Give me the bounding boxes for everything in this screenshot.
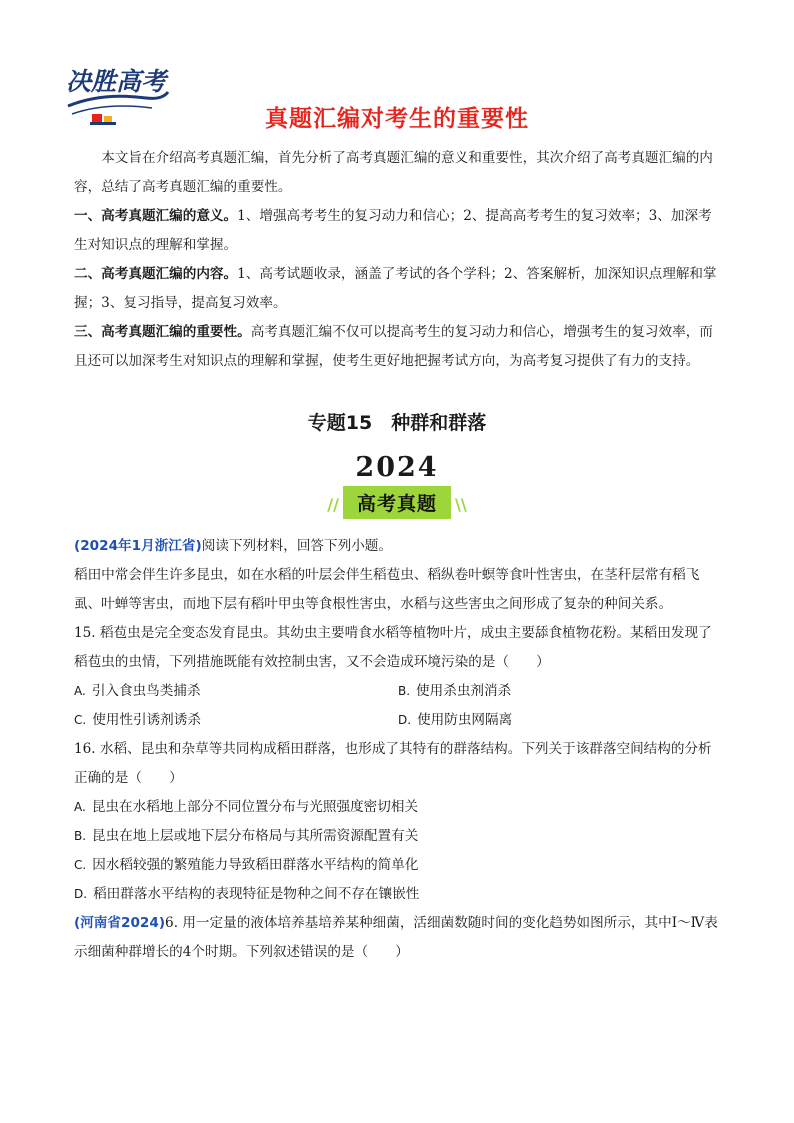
q15-option-b: B. 使用杀虫剂消杀 xyxy=(398,683,512,699)
page-title: 真题汇编对考生的重要性 xyxy=(265,106,529,132)
section-2-text: 1、高考试题收录，涵盖了考试的各个学科；2、答案解析，加深知识点理解和掌握；3、复习指导，提高复习效率。 xyxy=(74,266,717,311)
questions-block xyxy=(74,532,722,967)
q15-option-d: D. 使用防虫网隔离 xyxy=(398,712,513,728)
q15-options xyxy=(74,677,722,735)
slash-decoration-right: \\ xyxy=(455,495,467,514)
section-3-text: 高考真题汇编不仅可以提高考生的复习动力和信心，增强考生的复习效率，而且还可以加深考生对知识点的理解和掌握，使考生更好地把握考试方向，为高考复习提供了有力的支持。 xyxy=(74,324,713,369)
q15-option-c: C. 使用性引诱剂诱杀 xyxy=(74,712,201,728)
q16-option-d: D. 稻田群落水平结构的表现特征是物种之间不存在镶嵌性 xyxy=(74,886,420,902)
q16-option-a: A. 昆虫在水稻地上部分不同位置分布与光照强度密切相关 xyxy=(74,799,419,815)
exam-badge: 高考真题 xyxy=(343,486,451,519)
badge-row xyxy=(0,486,794,519)
q1-lead: 阅读下列材料，回答下列小题。 xyxy=(201,538,392,554)
q16-stem: 16. 水稻、昆虫和杂草等共同构成稻田群落，也形成了其特有的群落结构。下列关于该群落空间结构的分析正确的是（ ） xyxy=(74,741,712,786)
q1-source: (2024年1月浙江省) xyxy=(74,538,202,554)
q16-option-c: C. 因水稻较强的繁殖能力导致稻田群落水平结构的简单化 xyxy=(74,857,419,873)
q1-material: 稻田中常会伴生许多昆虫，如在水稻的叶层会伴生稻苞虫、稻纵卷叶螟等食叶性害虫，在茎秆层常有稻飞虱、叶蝉等害虫，而地下层有稻叶甲虫等食根性害虫，水稻与这些害虫之间形成了复杂的种间关系。 xyxy=(74,567,700,612)
section-2-head: 二、高考真题汇编的内容。 xyxy=(74,266,238,282)
section-3-head: 三、高考真题汇编的重要性。 xyxy=(74,324,251,340)
section-1 xyxy=(74,202,722,260)
intro-paragraph: 本文旨在介绍高考真题汇编，首先分析了高考真题汇编的意义和重要性，其次介绍了高考真题汇编的内容，总结了高考真题汇编的重要性。 xyxy=(74,150,713,195)
section-3 xyxy=(74,318,722,376)
q15-stem: 15. 稻苞虫是完全变态发育昆虫。其幼虫主要啃食水稻等植物叶片，成虫主要舔食植物花粉。某稻田发现了稻苞虫的虫情，下列措施既能有效控制虫害，又不会造成环境污染的是（ ） xyxy=(74,625,712,670)
section-2 xyxy=(74,260,722,318)
slash-decoration-left: // xyxy=(327,495,339,514)
intro-block xyxy=(74,144,722,376)
q6 xyxy=(74,909,722,967)
q6-source: (河南省2024) xyxy=(74,915,166,931)
topic-heading: 专题15 种群和群落 xyxy=(307,412,487,434)
q16-option-b: B. 昆虫在地上层或地下层分布格局与其所需资源配置有关 xyxy=(74,828,419,844)
q15-option-a: A. 引入食虫鸟类捕杀 xyxy=(74,683,201,699)
section-1-head: 一、高考真题汇编的意义。 xyxy=(74,208,238,224)
q6-text: 6. 用一定量的液体培养基培养某种细菌，活细菌数随时间的变化趋势如图所示，其中Ⅰ～Ⅳ表示细菌种群增长的4个时期。下列叙述错误的是（ ） xyxy=(74,915,718,960)
svg-text:决胜高考: 决胜高考 xyxy=(66,67,167,96)
year-heading: 2024 xyxy=(355,452,439,483)
q1-header xyxy=(74,532,722,561)
section-1-text: 1、增强高考考生的复习动力和信心；2、提高高考考生的复习效率；3、加深考生对知识点的理解和掌握。 xyxy=(74,208,712,253)
